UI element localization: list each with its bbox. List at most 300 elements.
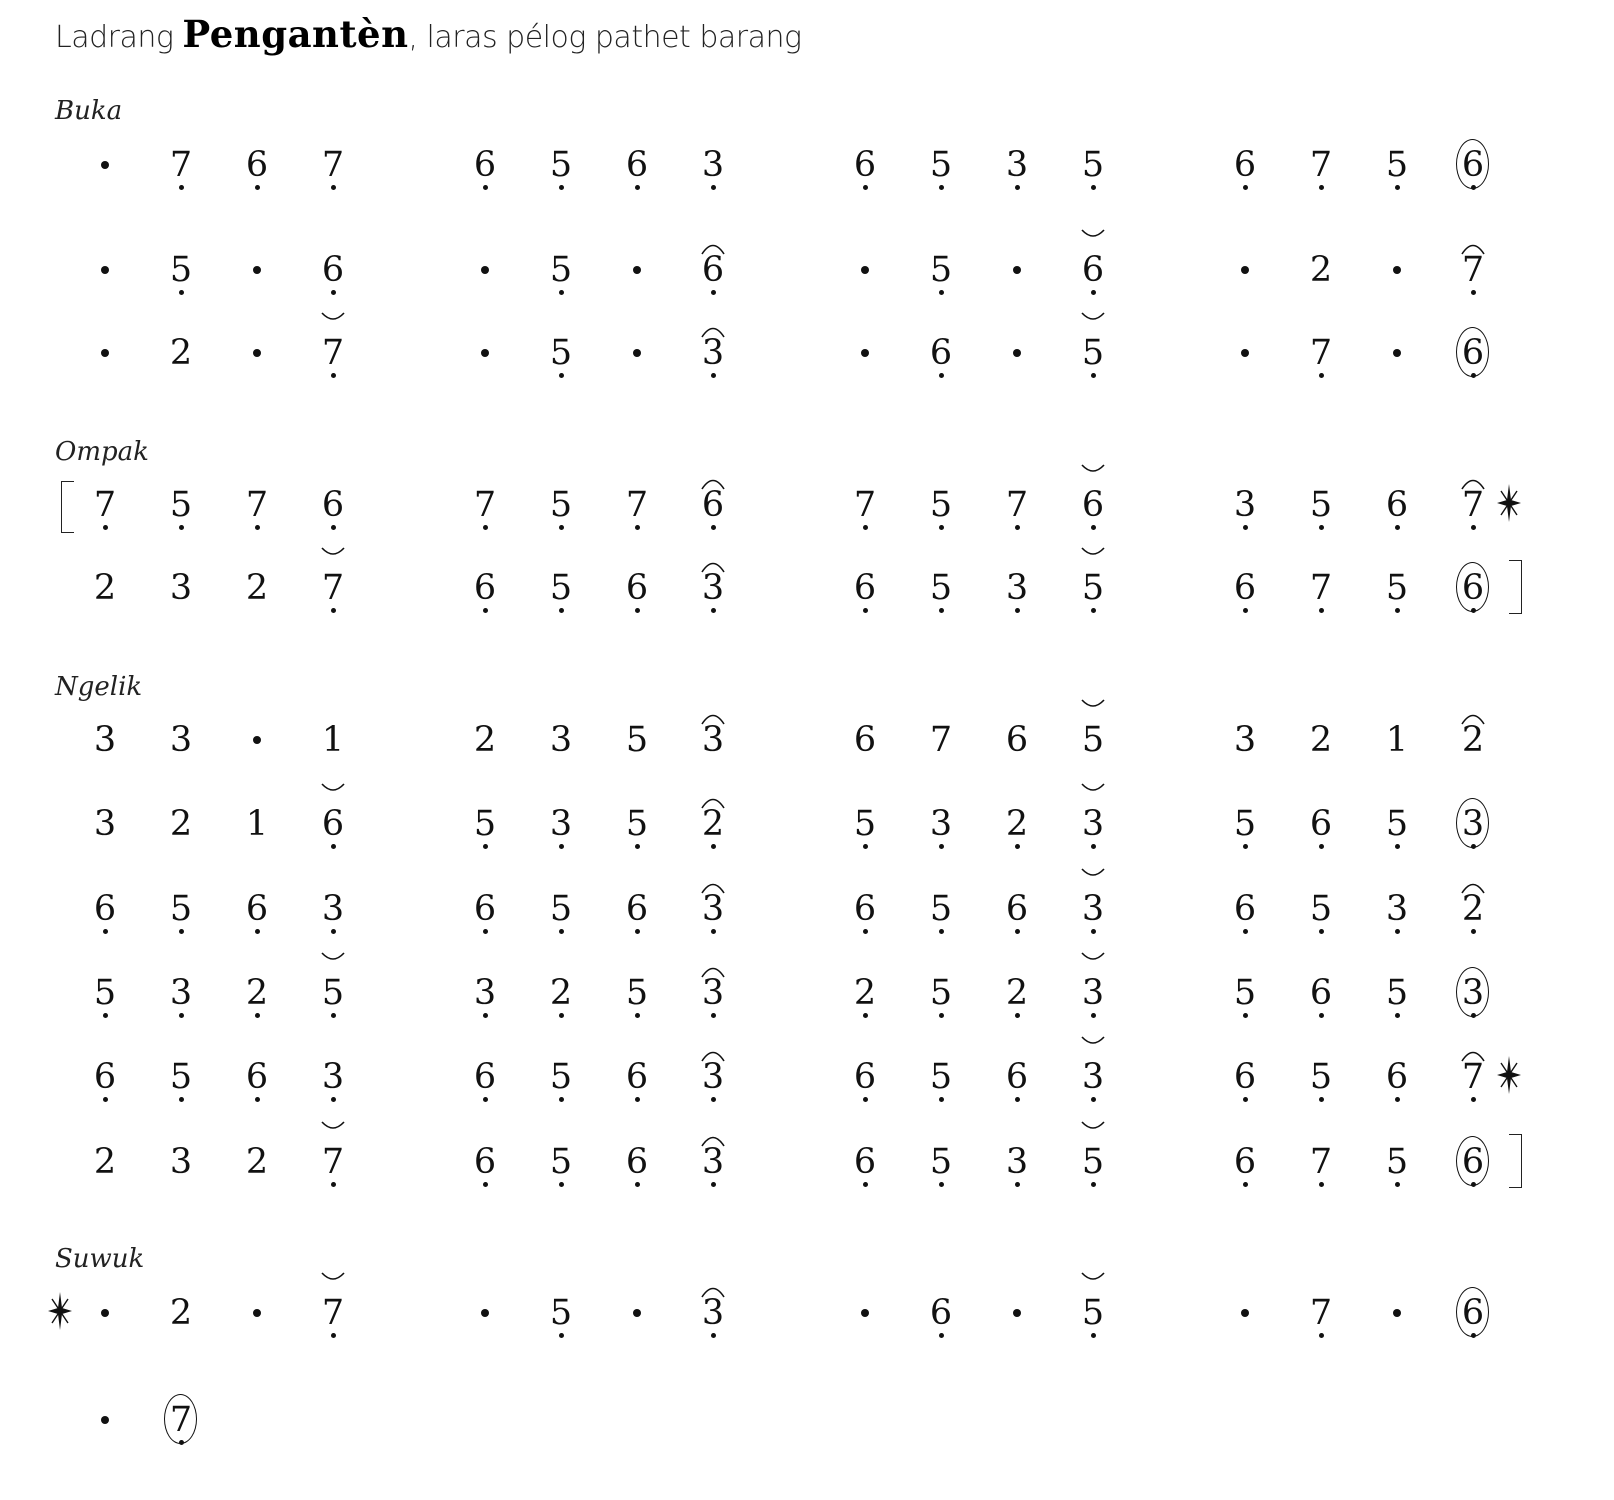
note-number: 7 (1309, 1293, 1333, 1333)
low-octave-dot (103, 929, 108, 934)
low-octave-dot (559, 608, 564, 613)
low-octave-dot (939, 185, 944, 190)
note-number: 6 (93, 889, 117, 929)
low-octave-dot (1319, 1097, 1324, 1102)
page-title (55, 12, 802, 56)
note-number: 6 (853, 889, 877, 929)
note-cell (1065, 240, 1121, 300)
kempul-mark (320, 780, 346, 796)
note-cell (305, 1047, 361, 1107)
note-number: 7 (853, 485, 877, 525)
note-cell (533, 558, 589, 618)
low-octave-dot (635, 608, 640, 613)
low-octave-dot (939, 525, 944, 530)
note-number: 6 (701, 485, 725, 525)
note-number: 6 (853, 145, 877, 185)
note-cell (1445, 963, 1501, 1023)
low-octave-dot (1319, 185, 1324, 190)
note-number: 2 (1309, 250, 1333, 290)
note-cell (153, 1283, 209, 1343)
note-cell (1293, 558, 1349, 618)
low-octave-dot (1091, 373, 1096, 378)
note-number: 5 (1385, 804, 1409, 844)
low-octave-dot (1395, 844, 1400, 849)
kempul-mark (1080, 696, 1106, 712)
note-cell (837, 710, 893, 770)
low-octave-dot (1319, 1182, 1324, 1187)
note-cell (77, 558, 133, 618)
note-cell (1445, 1047, 1501, 1107)
gong-circle (1456, 1287, 1489, 1337)
rest-dot (1393, 266, 1401, 274)
note-number: 2 (853, 973, 877, 1013)
low-octave-dot (939, 1013, 944, 1018)
note-cell (1065, 1283, 1121, 1343)
note-number: 6 (245, 889, 269, 929)
note-number: 2 (1309, 720, 1333, 760)
note-cell (1065, 135, 1121, 195)
note-cell (229, 1047, 285, 1107)
note-cell (457, 794, 513, 854)
note-number: 3 (701, 1142, 725, 1182)
note-number: 5 (1233, 973, 1257, 1013)
low-octave-dot (711, 290, 716, 295)
note-number: 7 (473, 485, 497, 525)
note-cell (989, 1132, 1045, 1192)
note-number: 5 (169, 250, 193, 290)
low-octave-dot (1243, 929, 1248, 934)
note-cell (1445, 558, 1501, 618)
low-octave-dot (559, 1182, 564, 1187)
low-octave-dot (1471, 929, 1476, 934)
low-octave-dot (1243, 1013, 1248, 1018)
rest-dot (633, 1309, 641, 1317)
note-number: 5 (1385, 568, 1409, 608)
note-number: 7 (1461, 250, 1485, 290)
sign-icon (1496, 483, 1522, 523)
kempul-mark (1080, 1269, 1106, 1285)
note-cell (77, 323, 133, 383)
note-number: 5 (93, 973, 117, 1013)
note-cell (837, 1132, 893, 1192)
note-number: 3 (1385, 889, 1409, 929)
note-number: 3 (93, 804, 117, 844)
note-number: 6 (1461, 1142, 1485, 1182)
note-cell (1217, 1132, 1273, 1192)
note-number: 6 (701, 250, 725, 290)
note-cell (1217, 794, 1273, 854)
notation-row (0, 794, 1614, 854)
note-cell (1293, 963, 1349, 1023)
low-octave-dot (1243, 844, 1248, 849)
low-octave-dot (635, 844, 640, 849)
note-number: 6 (245, 1057, 269, 1097)
note-number: 2 (93, 568, 117, 608)
note-cell (229, 323, 285, 383)
sign-icon (1496, 1055, 1522, 1095)
note-cell (305, 558, 361, 618)
note-cell (609, 963, 665, 1023)
low-octave-dot (1091, 525, 1096, 530)
note-cell (1293, 794, 1349, 854)
note-number: 5 (929, 568, 953, 608)
note-cell (533, 710, 589, 770)
note-cell (685, 879, 741, 939)
low-octave-dot (1319, 525, 1324, 530)
note-number: 3 (1005, 145, 1029, 185)
note-cell (837, 794, 893, 854)
note-number: 5 (1385, 145, 1409, 185)
note-cell (1369, 558, 1425, 618)
gong-circle (164, 1394, 197, 1444)
kempul-mark (320, 1269, 346, 1285)
kempul-mark (320, 309, 346, 325)
low-octave-dot (1395, 525, 1400, 530)
low-octave-dot (559, 844, 564, 849)
low-octave-dot (483, 844, 488, 849)
low-octave-dot (1319, 929, 1324, 934)
note-cell (685, 1132, 741, 1192)
note-cell (1293, 323, 1349, 383)
note-cell (609, 558, 665, 618)
note-cell (609, 323, 665, 383)
note-cell (229, 1132, 285, 1192)
low-octave-dot (711, 1097, 716, 1102)
note-cell (153, 135, 209, 195)
note-number: 5 (549, 1142, 573, 1182)
low-octave-dot (1395, 185, 1400, 190)
note-cell (1065, 879, 1121, 939)
note-cell (1445, 710, 1501, 770)
low-octave-dot (711, 1013, 716, 1018)
note-number: 5 (549, 568, 573, 608)
kempul-mark (1080, 949, 1106, 965)
low-octave-dot (863, 929, 868, 934)
gong-circle (1456, 139, 1489, 189)
title-suffix: , laras pélog pathet barang (408, 20, 802, 55)
note-number: 5 (929, 1142, 953, 1182)
notation-row (0, 323, 1614, 383)
kenong-mark (700, 473, 726, 489)
note-number: 5 (1309, 1057, 1333, 1097)
note-cell (533, 1132, 589, 1192)
note-cell (533, 963, 589, 1023)
note-number: 5 (929, 250, 953, 290)
note-cell (609, 1283, 665, 1343)
rest-dot (1241, 1309, 1249, 1317)
rest-dot (101, 266, 109, 274)
kenong-mark (1460, 877, 1486, 893)
note-number: 7 (93, 485, 117, 525)
note-number: 6 (1309, 973, 1333, 1013)
low-octave-dot (863, 1013, 868, 1018)
kenong-mark (700, 792, 726, 808)
note-number: 6 (1233, 889, 1257, 929)
low-octave-dot (1395, 1182, 1400, 1187)
note-cell (609, 1047, 665, 1107)
note-number: 5 (473, 804, 497, 844)
note-cell (1369, 1047, 1425, 1107)
low-octave-dot (939, 1333, 944, 1338)
note-number: 3 (549, 804, 573, 844)
note-cell (989, 475, 1045, 535)
low-octave-dot (1243, 1182, 1248, 1187)
low-octave-dot (863, 844, 868, 849)
note-number: 6 (625, 1057, 649, 1097)
note-number: 3 (701, 720, 725, 760)
note-cell (685, 135, 741, 195)
note-number: 7 (245, 485, 269, 525)
notation-row (0, 1390, 1614, 1450)
low-octave-dot (863, 525, 868, 530)
note-cell (989, 323, 1045, 383)
note-cell (77, 963, 133, 1023)
note-cell (837, 135, 893, 195)
rest-dot (253, 349, 261, 357)
note-number: 6 (1461, 1293, 1485, 1333)
note-cell (77, 1047, 133, 1107)
note-cell (913, 710, 969, 770)
note-cell (1217, 323, 1273, 383)
note-cell (1445, 135, 1501, 195)
note-cell (229, 963, 285, 1023)
note-number: 3 (929, 804, 953, 844)
notation-row (0, 558, 1614, 618)
low-octave-dot (331, 1333, 336, 1338)
note-number: 2 (1461, 720, 1485, 760)
note-number: 1 (1385, 720, 1409, 760)
note-number: 6 (1309, 804, 1333, 844)
note-cell (1369, 135, 1425, 195)
note-number: 5 (625, 720, 649, 760)
note-cell (913, 794, 969, 854)
note-cell (153, 1390, 209, 1450)
note-number: 6 (1005, 720, 1029, 760)
kenong-mark (700, 238, 726, 254)
note-number: 5 (1309, 485, 1333, 525)
note-number: 6 (625, 568, 649, 608)
gong-circle (1456, 798, 1489, 848)
note-cell (229, 475, 285, 535)
note-cell (77, 710, 133, 770)
section-label-ngelik: Ngelik (55, 672, 143, 702)
note-cell (609, 240, 665, 300)
low-octave-dot (1091, 1182, 1096, 1187)
rest-dot (253, 1309, 261, 1317)
low-octave-dot (179, 929, 184, 934)
kempul-mark (1080, 226, 1106, 242)
note-cell (1369, 794, 1425, 854)
note-number: 3 (1461, 973, 1485, 1013)
note-cell (1065, 710, 1121, 770)
note-cell (609, 1132, 665, 1192)
rest-dot (861, 1309, 869, 1317)
note-number: 7 (1309, 145, 1333, 185)
note-cell (1369, 323, 1425, 383)
note-cell (1445, 879, 1501, 939)
low-octave-dot (939, 844, 944, 849)
low-octave-dot (1471, 1097, 1476, 1102)
low-octave-dot (1319, 1333, 1324, 1338)
rest-dot (633, 266, 641, 274)
kempul-mark (320, 544, 346, 560)
note-number: 3 (321, 1057, 345, 1097)
kenong-mark (1460, 473, 1486, 489)
note-cell (685, 1047, 741, 1107)
note-cell (1217, 1283, 1273, 1343)
note-cell (1065, 323, 1121, 383)
note-cell (153, 558, 209, 618)
note-number: 3 (1081, 889, 1105, 929)
note-cell (457, 710, 513, 770)
kenong-mark (1460, 708, 1486, 724)
notation-row (0, 475, 1614, 535)
kempul-mark (1080, 309, 1106, 325)
note-number: 5 (929, 485, 953, 525)
note-number: 5 (1081, 333, 1105, 373)
low-octave-dot (1243, 608, 1248, 613)
note-cell (533, 475, 589, 535)
note-number: 5 (549, 145, 573, 185)
note-number: 3 (169, 568, 193, 608)
note-number: 7 (625, 485, 649, 525)
low-octave-dot (635, 185, 640, 190)
rest-dot (861, 266, 869, 274)
low-octave-dot (331, 1097, 336, 1102)
low-octave-dot (711, 373, 716, 378)
title-prefix: Ladrang (55, 20, 183, 55)
note-number: 3 (1081, 804, 1105, 844)
note-number: 2 (245, 1142, 269, 1182)
note-number: 3 (1005, 1142, 1029, 1182)
note-number: 5 (169, 485, 193, 525)
note-number: 5 (549, 333, 573, 373)
section-label-buka: Buka (55, 96, 123, 126)
note-cell (153, 879, 209, 939)
note-cell (1369, 879, 1425, 939)
note-cell (1293, 475, 1349, 535)
note-cell (685, 963, 741, 1023)
note-cell (457, 475, 513, 535)
note-cell (153, 475, 209, 535)
note-cell (305, 1132, 361, 1192)
note-number: 2 (1005, 804, 1029, 844)
note-number: 3 (1081, 1057, 1105, 1097)
note-number: 7 (321, 145, 345, 185)
note-number: 1 (321, 720, 345, 760)
note-number: 6 (321, 485, 345, 525)
note-cell (77, 1283, 133, 1343)
note-number: 6 (1385, 1057, 1409, 1097)
note-number: 6 (853, 720, 877, 760)
low-octave-dot (1471, 290, 1476, 295)
low-octave-dot (863, 608, 868, 613)
rest-dot (101, 1416, 109, 1424)
note-cell (989, 240, 1045, 300)
low-octave-dot (483, 185, 488, 190)
note-number: 5 (549, 1057, 573, 1097)
kenong-mark (700, 877, 726, 893)
low-octave-dot (103, 1013, 108, 1018)
low-octave-dot (711, 844, 716, 849)
note-number: 2 (473, 720, 497, 760)
low-octave-dot (1319, 608, 1324, 613)
low-octave-dot (939, 608, 944, 613)
low-octave-dot (559, 373, 564, 378)
note-cell (1065, 963, 1121, 1023)
note-number: 7 (321, 1142, 345, 1182)
note-number: 6 (473, 1057, 497, 1097)
low-octave-dot (635, 929, 640, 934)
note-number: 3 (169, 1142, 193, 1182)
note-cell (913, 879, 969, 939)
note-number: 5 (1081, 568, 1105, 608)
kempul-mark (1080, 1118, 1106, 1134)
note-number: 3 (1461, 804, 1485, 844)
note-number: 2 (1461, 889, 1485, 929)
kenong-mark (700, 1045, 726, 1061)
note-cell (229, 1283, 285, 1343)
low-octave-dot (1395, 1013, 1400, 1018)
low-octave-dot (1395, 929, 1400, 934)
note-cell (989, 1047, 1045, 1107)
kenong-mark (700, 321, 726, 337)
low-octave-dot (331, 1013, 336, 1018)
note-number: 3 (701, 333, 725, 373)
low-octave-dot (939, 1182, 944, 1187)
kempul-mark (1080, 544, 1106, 560)
note-number: 3 (701, 568, 725, 608)
low-octave-dot (331, 608, 336, 613)
note-cell (1293, 1132, 1349, 1192)
note-cell (989, 135, 1045, 195)
note-cell (305, 323, 361, 383)
note-number: 3 (321, 889, 345, 929)
note-number: 3 (1233, 720, 1257, 760)
note-cell (685, 240, 741, 300)
note-cell (609, 879, 665, 939)
kempul-mark (1080, 780, 1106, 796)
rest-dot (481, 266, 489, 274)
note-cell (153, 1132, 209, 1192)
note-cell (1369, 1132, 1425, 1192)
note-number: 6 (1461, 145, 1485, 185)
note-cell (913, 558, 969, 618)
note-number: 6 (473, 145, 497, 185)
low-octave-dot (483, 608, 488, 613)
rest-dot (253, 736, 261, 744)
note-number: 5 (929, 973, 953, 1013)
note-cell (1369, 710, 1425, 770)
low-octave-dot (1091, 290, 1096, 295)
note-cell (1065, 475, 1121, 535)
kempul-mark (1080, 1033, 1106, 1049)
kenong-mark (700, 1281, 726, 1297)
rest-dot (1013, 1309, 1021, 1317)
low-octave-dot (711, 525, 716, 530)
note-number: 5 (169, 889, 193, 929)
note-cell (77, 135, 133, 195)
note-number: 5 (321, 973, 345, 1013)
low-octave-dot (1091, 185, 1096, 190)
note-number: 7 (321, 333, 345, 373)
low-octave-dot (483, 1182, 488, 1187)
gong-circle (1456, 967, 1489, 1017)
note-cell (837, 1283, 893, 1343)
rest-dot (101, 349, 109, 357)
low-octave-dot (1395, 1097, 1400, 1102)
note-number: 3 (701, 889, 725, 929)
